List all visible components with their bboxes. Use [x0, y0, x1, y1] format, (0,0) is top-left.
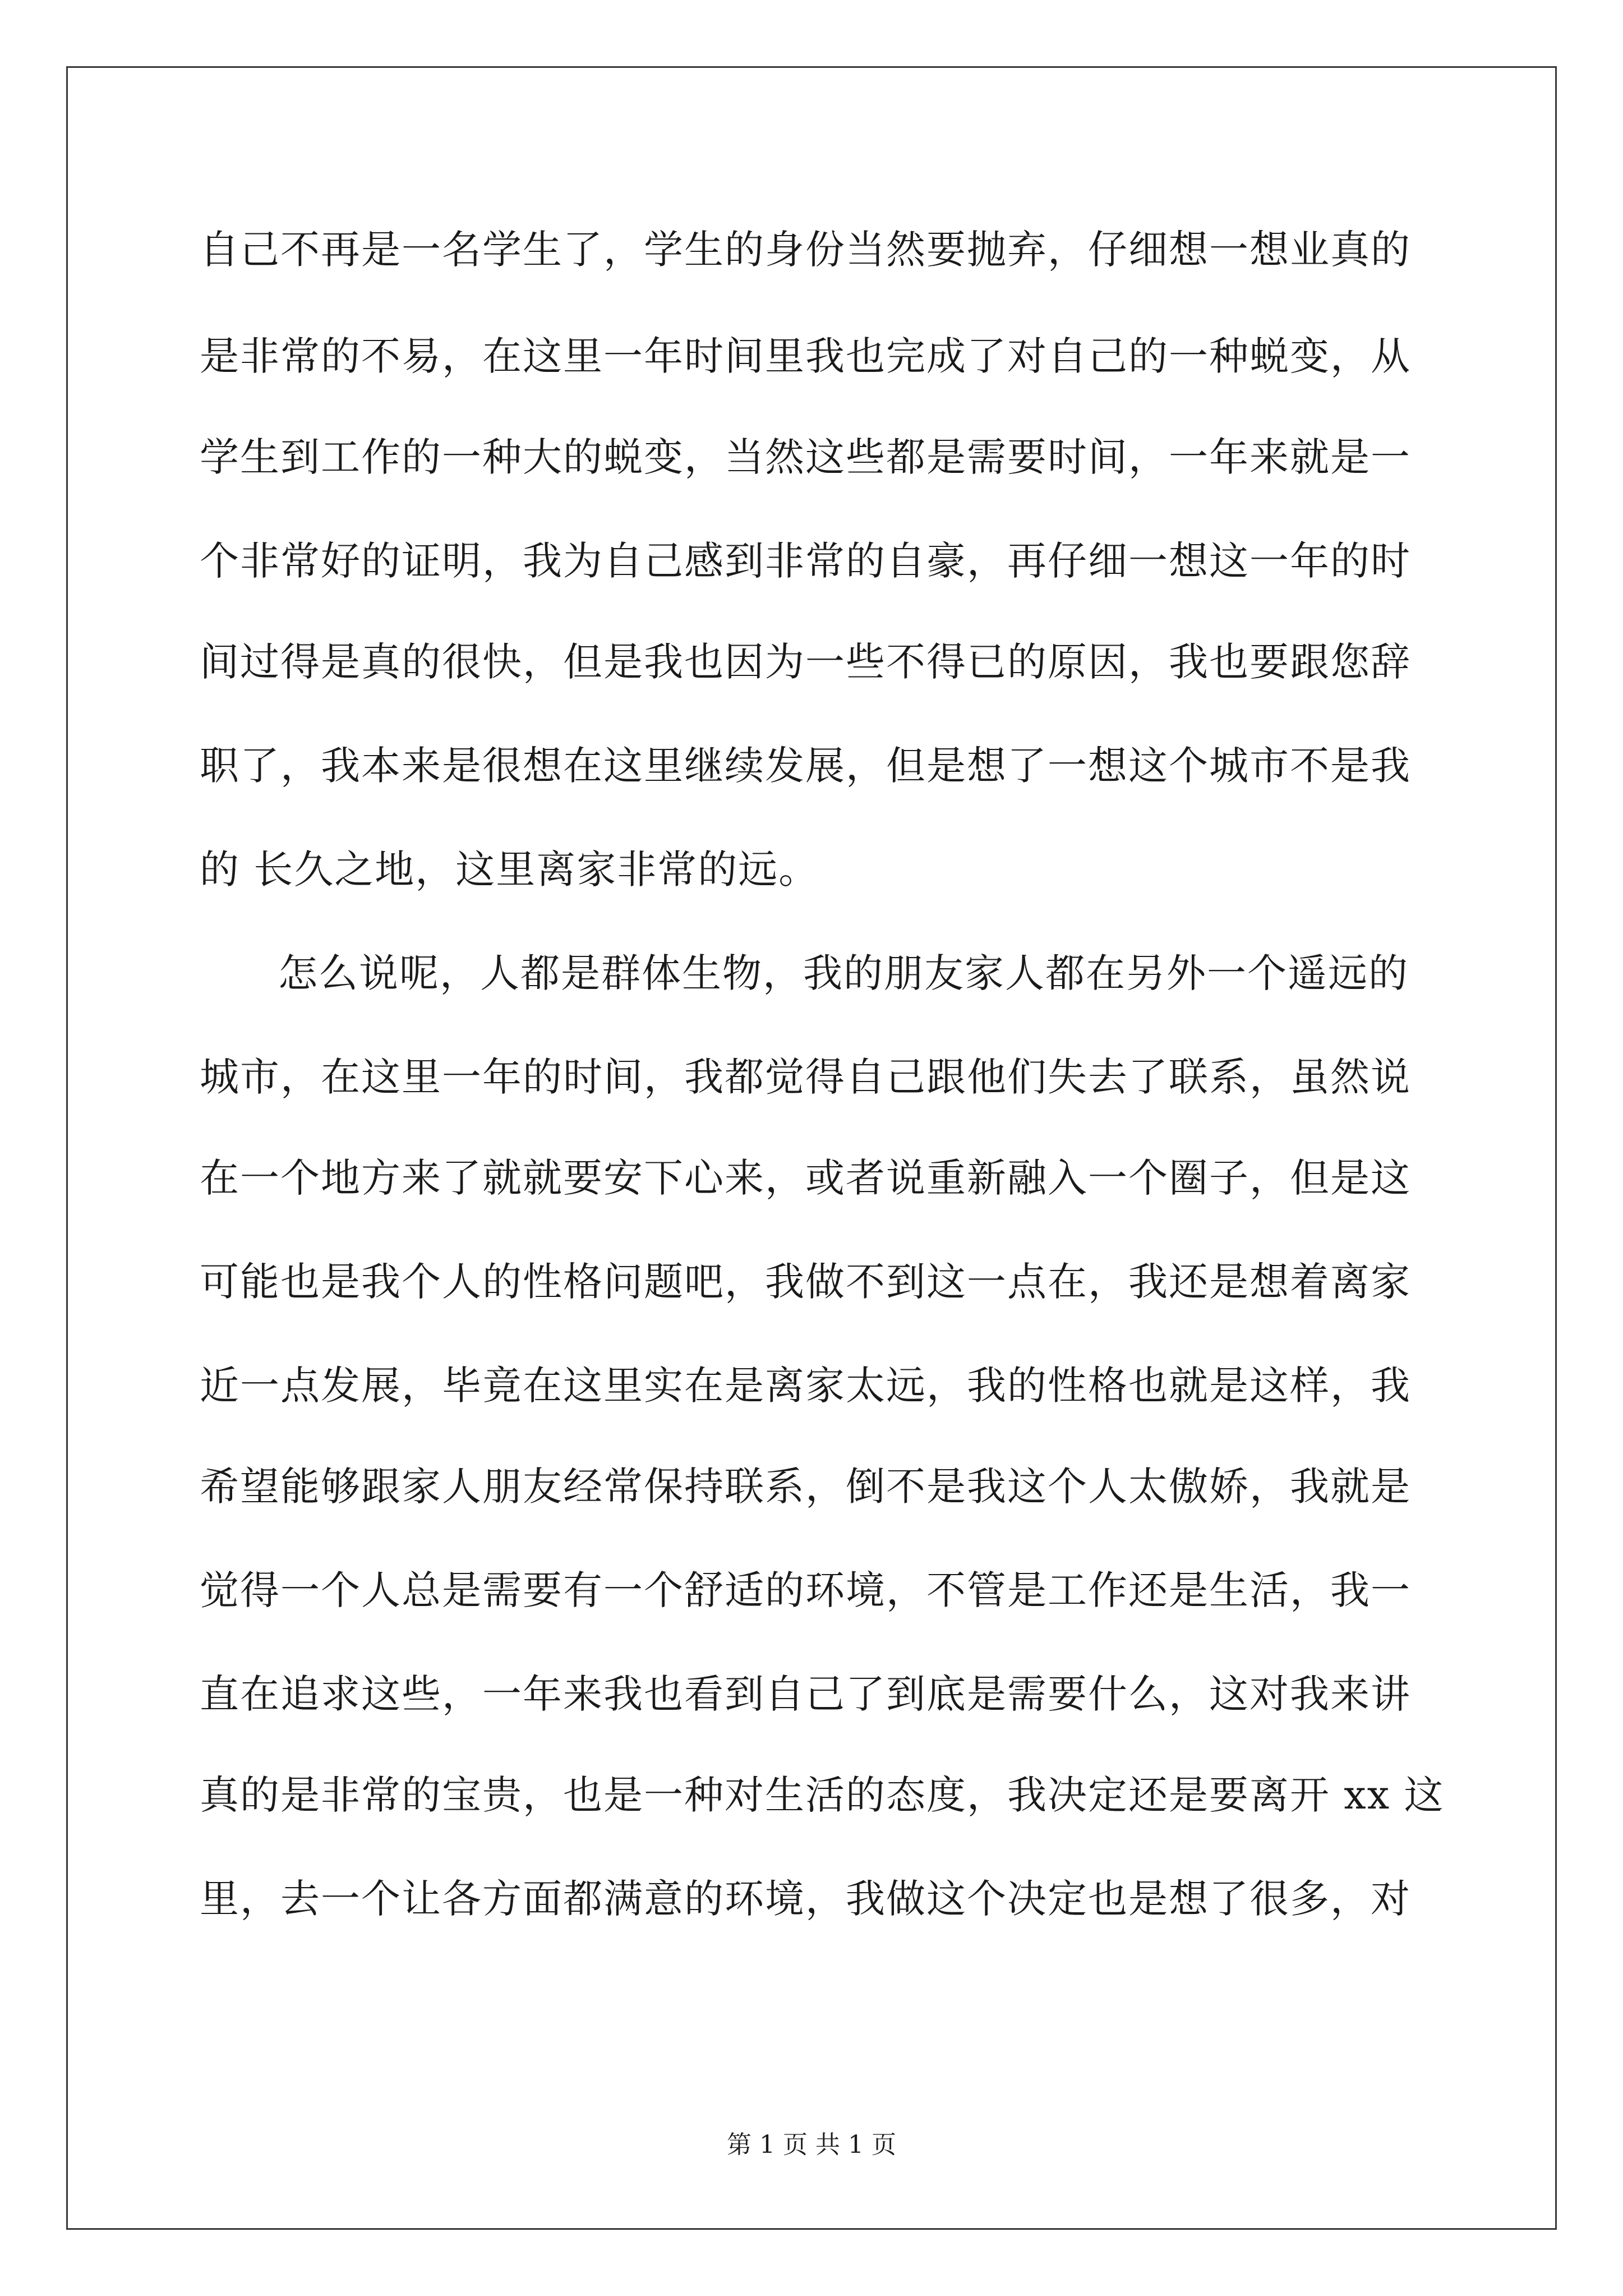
paragraph-1-line-4: 个非常好的证明，我为自己感到非常的自豪，再仔细一想这一年的时 [200, 538, 1411, 584]
paragraph-2-line-7: 觉得一个人总是需要有一个舒适的环境，不管是工作还是生活，我一 [200, 1567, 1411, 1613]
paragraph-1-line-2: 是非常的不易，在这里一年时间里我也完成了对自己的一种蜕变，从 [200, 333, 1411, 379]
paragraph-2-line-5: 近一点发展，毕竟在这里实在是离家太远，我的性格也就是这样，我 [200, 1363, 1411, 1409]
paragraph-1-line-1: 自己不再是一名学生了，学生的身份当然要抛弃，仔细想一想业真的 [200, 227, 1411, 273]
paragraph-1-line-5: 间过得是真的很快，但是我也因为一些不得已的原因，我也要跟您辞 [200, 639, 1411, 685]
paragraph-2-line-6: 希望能够跟家人朋友经常保持联系，倒不是我这个人太傲娇，我就是 [200, 1464, 1411, 1510]
paragraph-2-line-1: 怎么说呢，人都是群体生物，我的朋友家人都在另外一个遥远的 [278, 950, 1409, 996]
paragraph-2-line-2: 城市，在这里一年的时间，我都觉得自己跟他们失去了联系，虽然说 [200, 1054, 1411, 1100]
page-number-footer: 第 1 页 共 1 页 [727, 2131, 896, 2159]
paragraph-1-line-7: 的 长久之地，这里离家非常的远。 [200, 846, 819, 892]
paragraph-2-line-3: 在一个地方来了就就要安下心来，或者说重新融入一个圈子，但是这 [200, 1155, 1411, 1201]
paragraph-2-line-10: 里，去一个让各方面都满意的环境，我做这个决定也是想了很多，对 [200, 1876, 1411, 1922]
paragraph-2-line-9: 真的是非常的宝贵，也是一种对生活的态度，我决定还是要离开 xx 这 [200, 1772, 1445, 1818]
paragraph-1-line-3: 学生到工作的一种大的蜕变，当然这些都是需要时间，一年来就是一 [200, 434, 1411, 480]
paragraph-2-line-8: 直在追求这些，一年来我也看到自己了到底是需要什么，这对我来讲 [200, 1671, 1411, 1717]
paragraph-1-line-6: 职了，我本来是很想在这里继续发展，但是想了一想这个城市不是我 [200, 743, 1411, 789]
paragraph-2-line-4: 可能也是我个人的性格问题吧，我做不到这一点在，我还是想着离家 [200, 1259, 1411, 1305]
